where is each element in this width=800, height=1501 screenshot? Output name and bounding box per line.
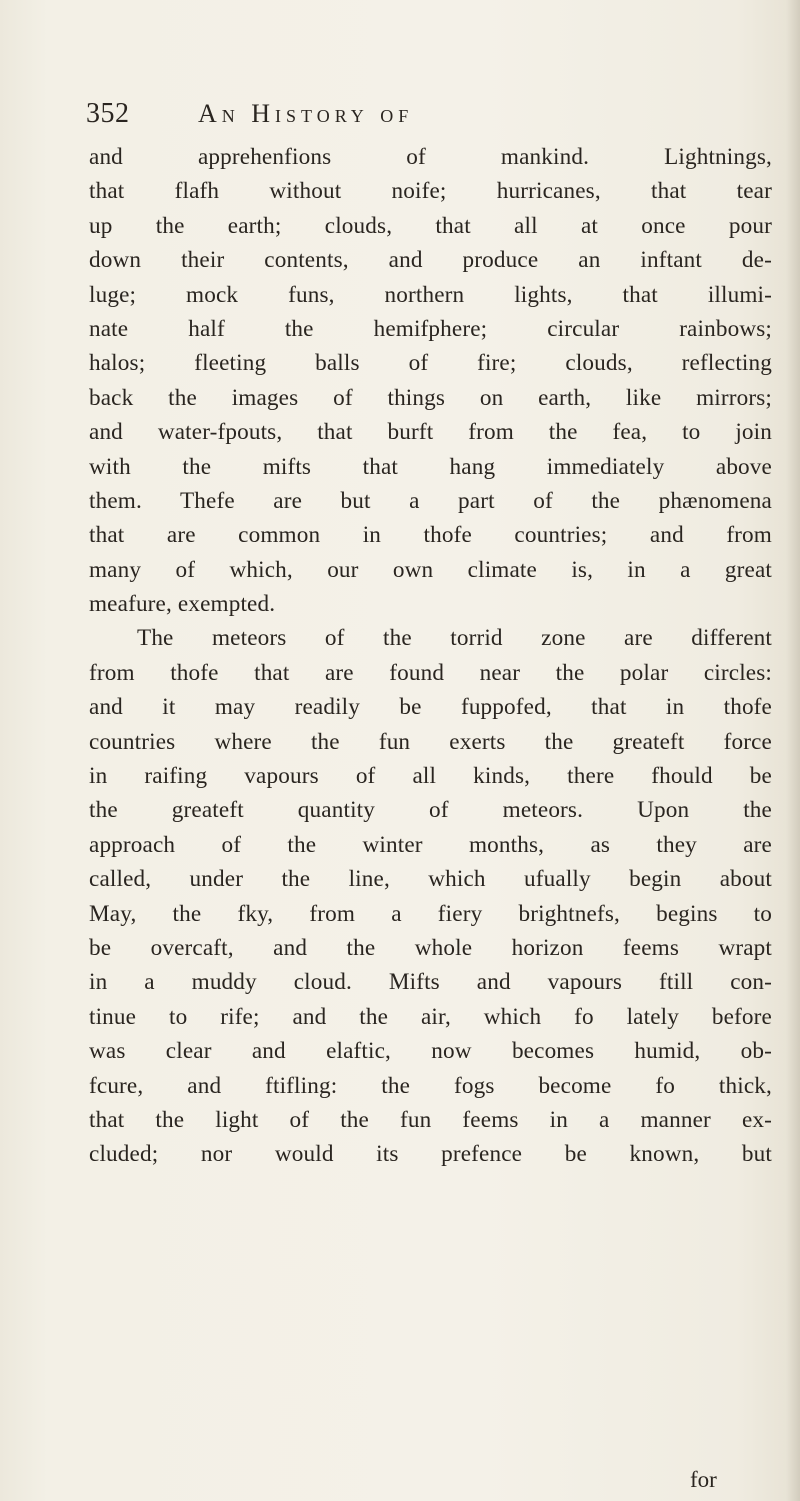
- text-line: from thofe that are found near the polar circles:: [89, 659, 772, 686]
- text-line: them. Thefe are but a part of the phænomena: [89, 487, 772, 514]
- text-line: was clear and elaftic, now becomes humid, ob-: [89, 1038, 772, 1065]
- paragraph-start-line: The meteors of the torrid zone are different: [137, 625, 772, 652]
- page-number: 352: [86, 98, 130, 129]
- text-line: and apprehenfions of mankind. Lightnings,: [89, 144, 772, 170]
- body-text: [89, 140, 772, 1172]
- paragraph-end-line: meafure, exempted.: [89, 591, 276, 618]
- text-line: countries where the fun exerts the greateft force: [89, 728, 772, 755]
- text-line: fcure, and ftifling: the fogs become fo thick,: [89, 1072, 772, 1099]
- text-line: and water-fpouts, that burft from the fea, to join: [89, 419, 772, 446]
- text-line: cluded; nor would its prefence be known, but: [89, 1141, 772, 1168]
- text-line: with the mifts that hang immediately above: [89, 453, 772, 480]
- text-line: luge; mock funs, northern lights, that illumi-: [89, 281, 772, 308]
- text-line: down their contents, and produce an inftant de-: [89, 247, 772, 274]
- text-line: and it may readily be fuppofed, that in thofe: [89, 694, 772, 721]
- text-line: be overcaft, and the whole horizon feems wrapt: [89, 934, 772, 961]
- page-edge-shadow: [786, 0, 800, 1501]
- text-line: nate half the hemifphere; circular rainbows;: [89, 315, 772, 342]
- text-line: in a muddy cloud. Mifts and vapours ftill con-: [89, 969, 772, 996]
- text-line: back the images of things on earth, like mirrors;: [89, 384, 772, 411]
- text-line: the greateft quantity of meteors. Upon the: [89, 797, 772, 824]
- running-title: An History of: [198, 99, 414, 128]
- text-line: May, the fky, from a fiery brightnefs, begins to: [89, 900, 772, 927]
- text-line: tinue to rife; and the air, which fo lately before: [89, 1003, 772, 1030]
- text-line: up the earth; clouds, that all at once pour: [89, 212, 772, 239]
- text-line: in raifing vapours of all kinds, there fhould be: [89, 763, 772, 790]
- text-line: many of which, our own climate is, in a great: [89, 556, 772, 583]
- text-line: halos; fleeting balls of fire; clouds, reflecting: [89, 350, 772, 377]
- catchword: for: [690, 1467, 717, 1492]
- text-line: that flafh without noife; hurricanes, that tear: [89, 178, 772, 205]
- text-line: called, under the line, which ufually begin about: [89, 866, 772, 893]
- text-line: that the light of the fun feems in a manner ex-: [89, 1106, 772, 1133]
- running-head: [86, 94, 726, 134]
- text-line: approach of the winter months, as they are: [89, 831, 772, 858]
- text-line: that are common in thofe countries; and from: [89, 522, 772, 549]
